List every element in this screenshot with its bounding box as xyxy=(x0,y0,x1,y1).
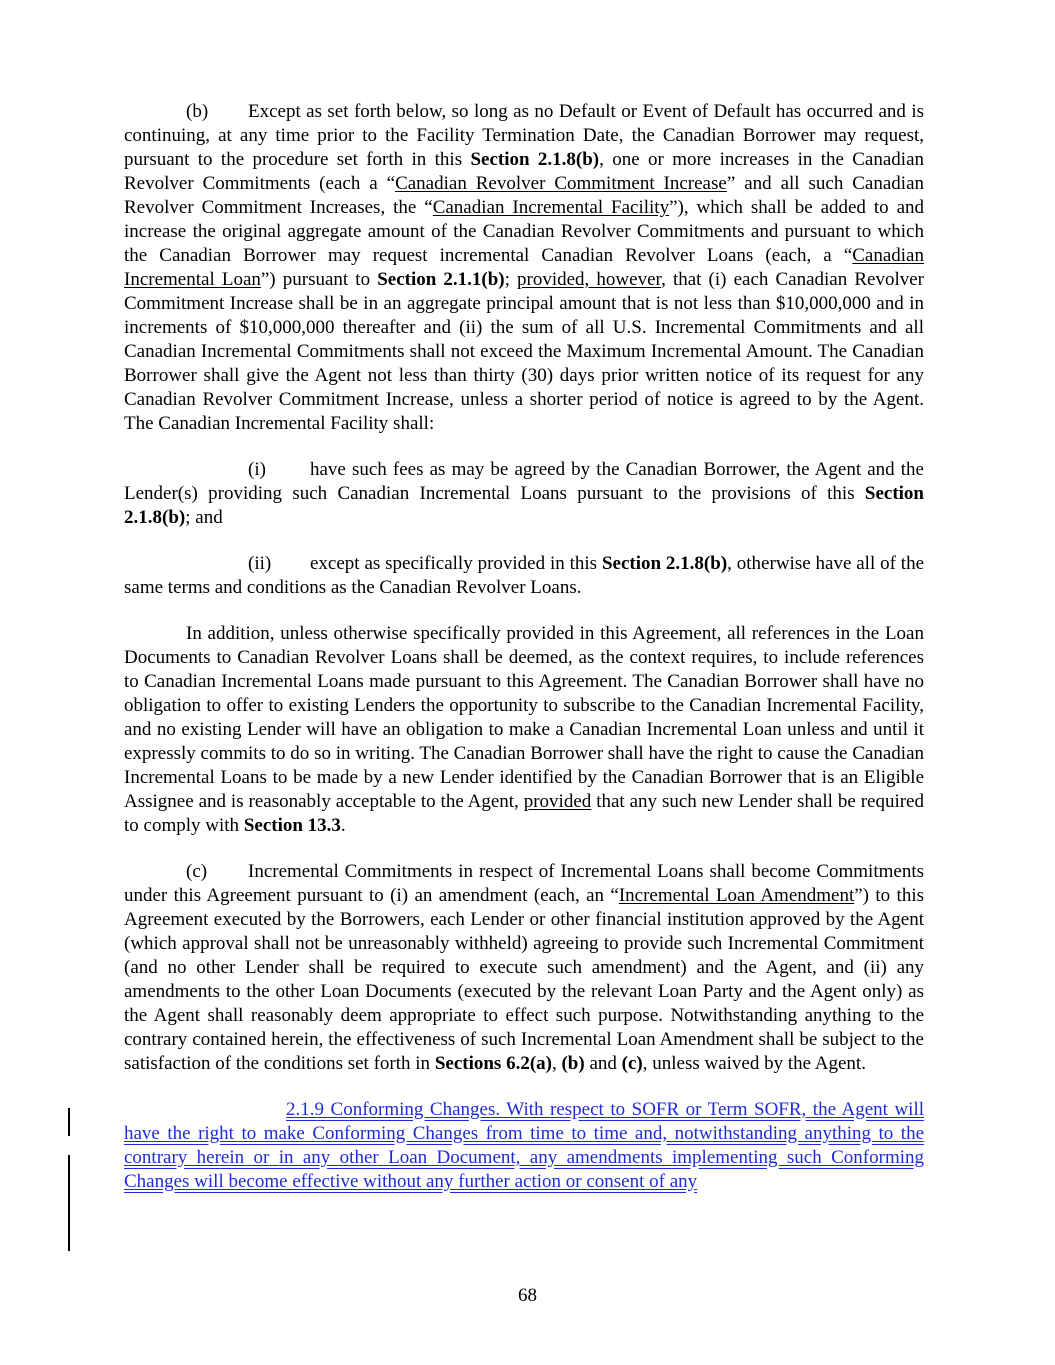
item-ii: (ii) except as specifically provided in this Section 2.1.8(b), otherwise have all of the same terms and conditions as the Canadian Revolver Loans. xyxy=(124,553,925,598)
inserted-section-2-1-9: 2.1.9 Conforming Changes. With respect to SOFR or Term SOFR, the Agent will have the right to make Conforming Changes from time to time and, notwithstanding anything to the contrary herein or in any other Loan Document, any amendments implementing such Conforming Changes will become effective without any further action or consent of any xyxy=(124,1099,924,1192)
section-reference: Section 2.1.8(b) xyxy=(470,149,600,170)
item-i-label: (i) xyxy=(248,459,266,480)
item-i: (i) have such fees as may be agreed by the Canadian Borrower, the Agent and the Lender(s) providing such Canadian Incremental Loans pursuant to the provisions of this Section 2.1.8(b); and xyxy=(124,459,924,528)
change-bar-1 xyxy=(68,1108,70,1136)
proviso-term: provided xyxy=(523,791,592,812)
section-reference: Section 2.1.8(b) xyxy=(124,483,924,528)
section-reference: (b) xyxy=(561,1053,585,1074)
page-number: 68 xyxy=(518,1285,537,1306)
paragraph-c: (c) Incremental Commitments in respect of Incremental Loans shall become Commitments under this Agreement pursuant to (i) an amendment (each, an “Incremental Loan Amendment”) to this Agreement executed by the Borrowers, each Lender or other financial institution approved by the Agent (which approval shall not be unreasonably withheld) agreeing to provide such Incremental Commitment (and no other Lender shall be required to execute such amendment) and the Agent, and (ii) any amendments to the other Loan Documents (executed by the relevant Loan Party and the Agent only) as the Agent shall reasonably deem appropriate to effect such purpose. Notwithstanding anything to the contrary contained herein, the effectiveness of such Incremental Loan Amendment shall be subject to the satisfaction of the conditions set forth in Sections 6.2(a), (b) and (c), unless waived by the Agent. xyxy=(124,861,925,1074)
proviso-term: provided, however xyxy=(517,269,662,290)
defined-term: Incremental Loan Amendment xyxy=(618,885,855,906)
defined-term: Canadian Revolver Commitment Increase xyxy=(395,173,727,194)
defined-term: Canadian Incremental Facility xyxy=(432,197,670,218)
section-reference: Section 2.1.1(b) xyxy=(377,269,505,290)
section-reference: Section 2.1.8(b) xyxy=(601,553,728,574)
paragraph-c-label: (c) xyxy=(186,861,208,882)
section-reference: Sections 6.2(a) xyxy=(434,1053,552,1074)
item-ii-label: (ii) xyxy=(248,553,272,574)
section-reference: (c) xyxy=(621,1053,643,1074)
defined-term: Canadian Incremental Loan xyxy=(124,245,924,290)
document-page xyxy=(124,100,924,1216)
paragraph-b: (b) Except as set forth below, so long as no Default or Event of Default has occurred and is continuing, at any time prior to the Facility Termination Date, the Canadian Borrower may request, pursuant to the procedure set forth in this Section 2.1.8(b), one or more increases in the Canadian Revolver Commitments (each a “Canadian Revolver Commitment Increase” and all such Canadian Revolver Commitment Increases, the “Canadian Incremental Facility”), which shall be added to and increase the original aggregate amount of the Canadian Revolver Commitments and pursuant to which the Canadian Borrower may request incremental Canadian Revolver Loans (each, a “Canadian Incremental Loan”) pursuant to Section 2.1.1(b); provided, however, that (i) each Canadian Revolver Commitment Increase shall be in an aggregate principal amount that is not less than $10,000,000 and in increments of $10,000,000 thereafter and (ii) the sum of all U.S. Incremental Commitments and all Canadian Incremental Commitments shall not exceed the Maximum Incremental Amount. The Canadian Borrower shall give the Agent not less than thirty (30) days prior written notice of its request for any Canadian Revolver Commitment Increase, unless a shorter period of notice is agreed to by the Agent. The Canadian Incremental Facility shall: xyxy=(124,101,925,434)
paragraph-b-label: (b) xyxy=(186,101,209,122)
paragraph-in-addition: In addition, unless otherwise specifically provided in this Agreement, all references in the Loan Documents to Canadian Revolver Loans shall be deemed, as the context requires, to include references to Canadian Incremental Loans made pursuant to this Agreement. The Canadian Borrower shall have no obligation to offer to existing Lenders the opportunity to subscribe to the Canadian Incremental Facility, and no existing Lender will have an obligation to make a Canadian Incremental Loan unless and until it expressly commits to do so in writing. The Canadian Borrower shall have the right to cause the Canadian Incremental Loans to be made by a new Lender identified by the Canadian Borrower that is an Eligible Assignee and is reasonably acceptable to the Agent, provided that any such new Lender shall be required to comply with Section 13.3. xyxy=(124,623,924,836)
section-reference: Section 13.3 xyxy=(243,815,341,836)
change-bar-2 xyxy=(68,1155,70,1251)
